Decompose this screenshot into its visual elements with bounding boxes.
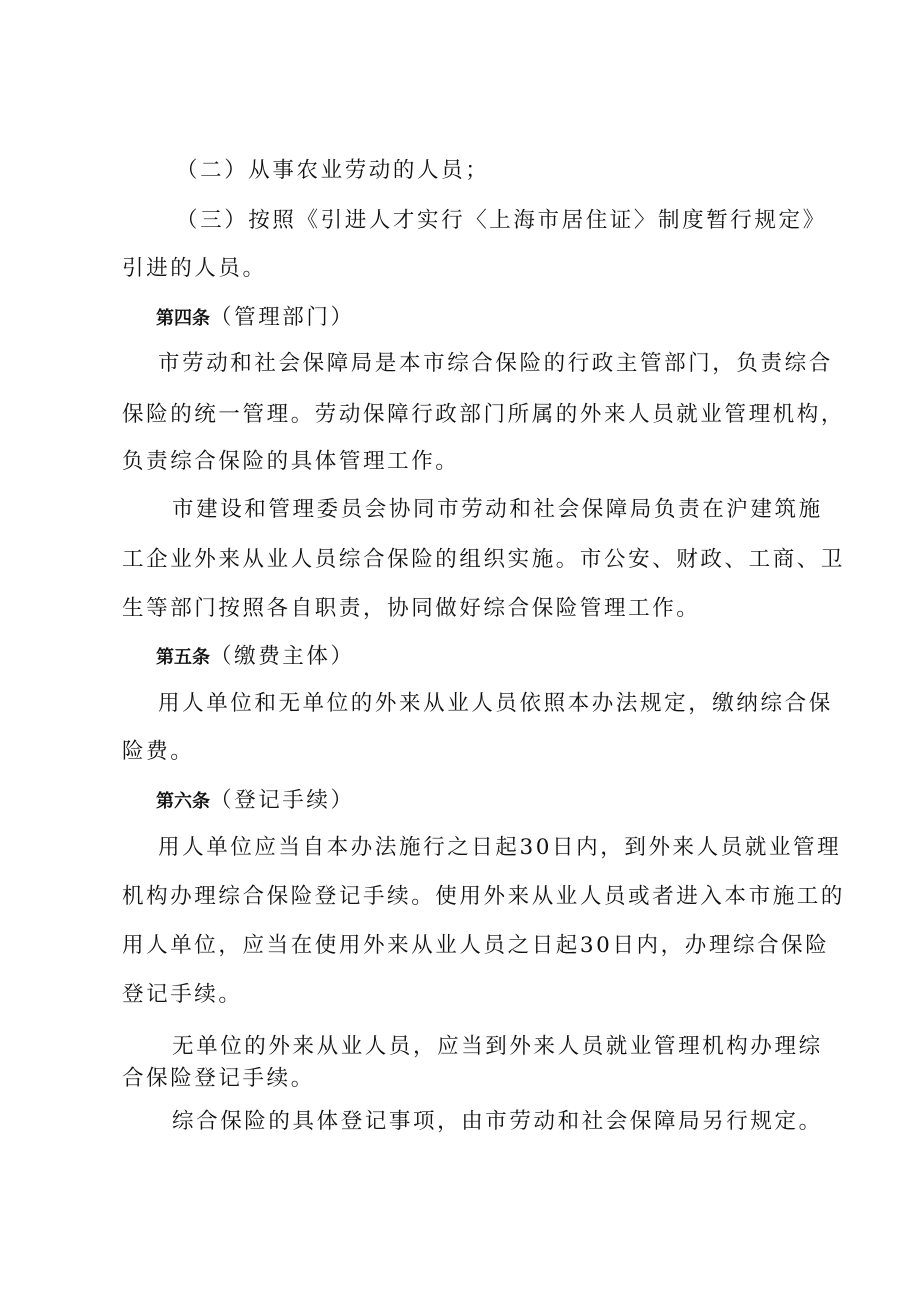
article-4-p2-line1: 市建设和管理委员会协同市劳动和社会保障局负责在沪建筑施: [172, 497, 823, 522]
article-6-p3-line1: 综合保险的具体登记事项，由市劳动和社会保障局另行规定。: [172, 1109, 823, 1134]
article-5-title: （缴费主体）: [210, 644, 355, 669]
article-4-p1-line1: 市劳动和社会保障局是本市综合保险的行政主管部门，负责综合: [158, 351, 833, 376]
item-3-line2: 引进的人员。: [122, 256, 267, 281]
article-6-p1-line4: 登记手续。: [122, 982, 243, 1007]
article-5-p1-line2: 险费。: [122, 739, 195, 764]
article-4-p1-line3: 负责综合保险的具体管理工作。: [122, 449, 460, 474]
article-6-title: （登记手续）: [210, 788, 355, 813]
article-6-number: 第六条: [156, 791, 210, 812]
article-6-heading: [156, 786, 355, 817]
article-4-heading: [156, 303, 355, 334]
article-4-p1-line2: 保险的统一管理。劳动保障行政部门所属的外来人员就业管理机构，: [122, 402, 846, 427]
article-4-number: 第四条: [156, 308, 210, 329]
article-6-p2-line1: 无单位的外来从业人员，应当到外来人员就业管理机构办理综: [172, 1034, 823, 1059]
article-4-title: （管理部门）: [210, 305, 355, 330]
article-5-p1-line1: 用人单位和无单位的外来从业人员依照本办法规定，缴纳综合保: [158, 691, 833, 716]
article-6-p1-line1: 用人单位应当自本办法施行之日起30日内，到外来人员就业管理: [158, 835, 842, 860]
article-4-p2-line2: 工企业外来从业人员综合保险的组织实施。市公安、财政、工商、卫: [122, 547, 846, 572]
article-6-p1-line2: 机构办理综合保险登记手续。使用外来从业人员或者进入本市施工的: [122, 884, 846, 909]
article-5-heading: [156, 642, 355, 673]
article-6-p2-line2: 合保险登记手续。: [122, 1066, 315, 1091]
article-5-number: 第五条: [156, 647, 210, 668]
article-6-p1-line3: 用人单位，应当在使用外来从业人员之日起30日内，办理综合保险: [122, 933, 830, 958]
item-3-line1: （三）按照《引进人才实行〈上海市居住证〉制度暂行规定》: [176, 208, 827, 233]
item-2: （二）从事农业劳动的人员；: [176, 158, 490, 183]
article-4-p2-line3: 生等部门按照各自职责，协同做好综合保险管理工作。: [122, 596, 701, 621]
